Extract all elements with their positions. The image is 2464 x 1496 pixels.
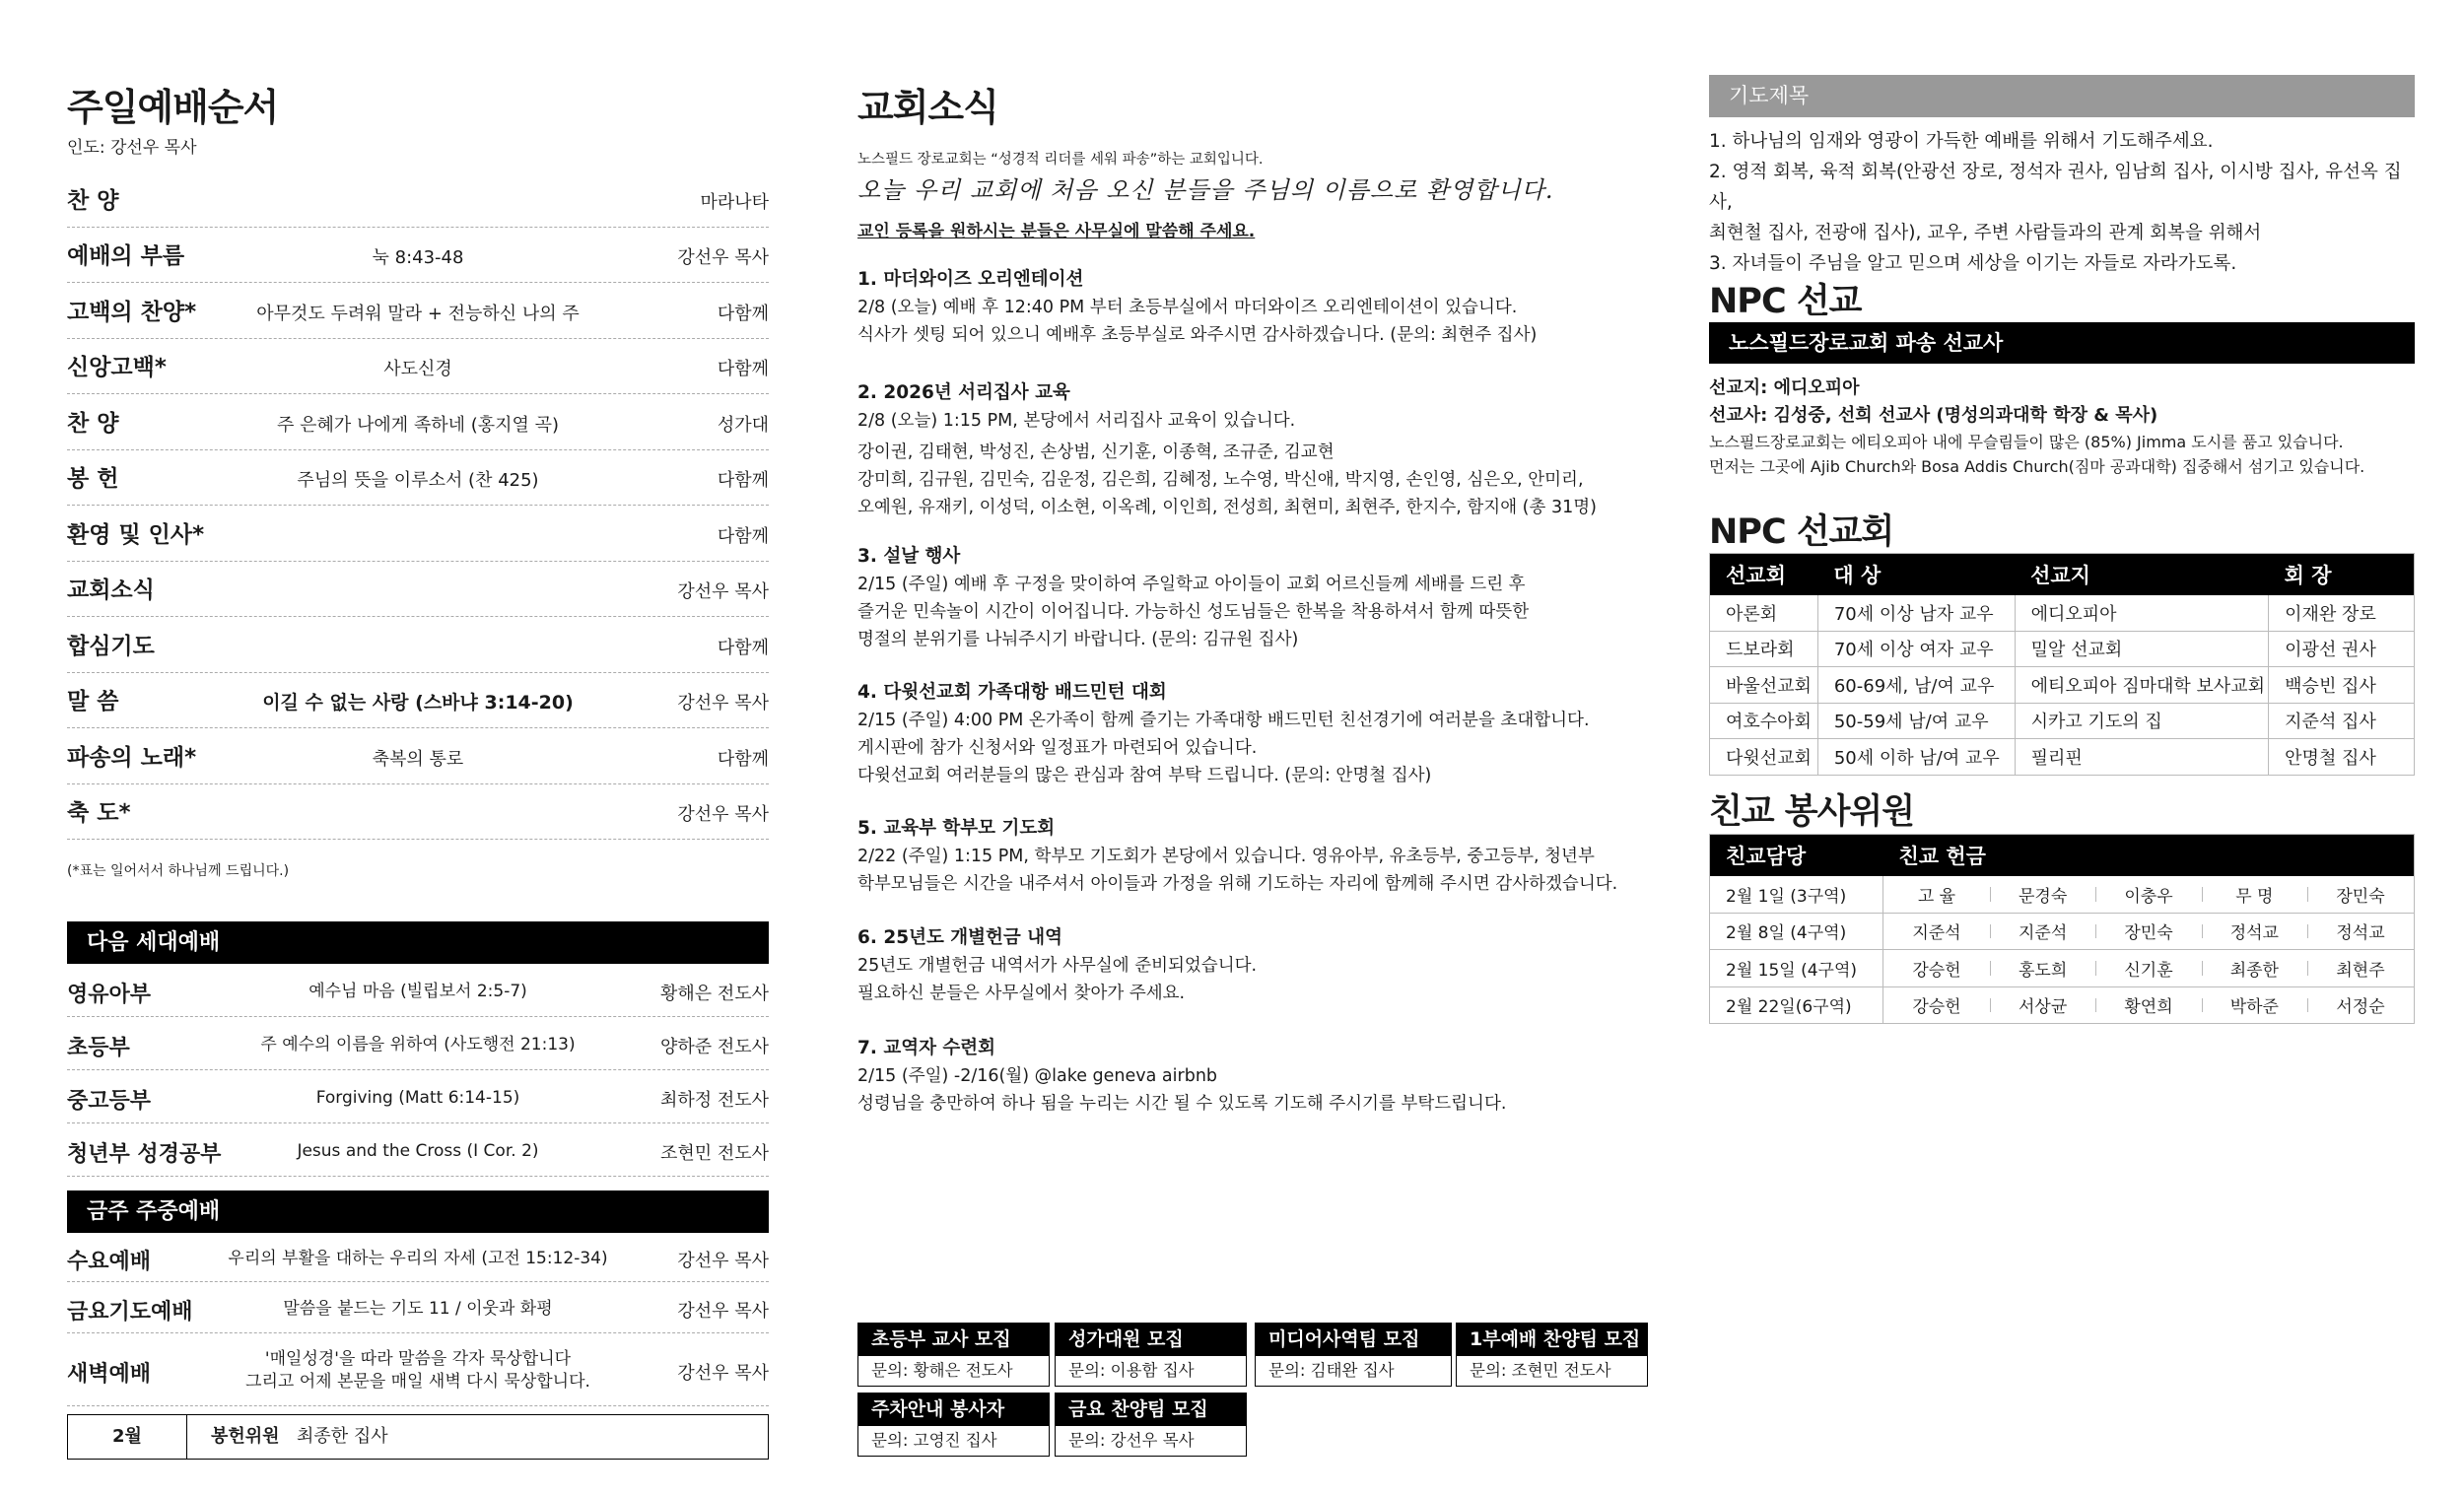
fellowship-member: 지준석 bbox=[1883, 913, 1990, 950]
standing-note: (*표는 일어서서 하나님께 드립니다.) bbox=[67, 863, 290, 879]
recruit-box bbox=[857, 1323, 1050, 1387]
mission-group-row bbox=[1710, 667, 2415, 704]
registration-note: 교인 등록을 원하시는 분들은 사무실에 말씀해 주세요. bbox=[857, 222, 1256, 241]
news-item-line: 강미희, 김규원, 김민숙, 김운정, 김은희, 김혜정, 노수영, 박신애, 박지영, 손인영, 심은오, 안미리, bbox=[857, 470, 1584, 490]
fellowship-row bbox=[1710, 986, 2415, 1024]
mission-group-cell: 이광선 권사 bbox=[2269, 631, 2415, 667]
worship-item-leader: 마라나타 bbox=[700, 191, 769, 213]
mission-group-row bbox=[1710, 703, 2415, 739]
worship-item-detail: 주님의 뜻을 이루소서 (찬 425) bbox=[297, 470, 539, 491]
news-item-title: 1. 마더와이즈 오리엔테이션 bbox=[857, 269, 1084, 290]
next_gen-row bbox=[67, 1017, 769, 1070]
offering-member: 최종한 집사 bbox=[297, 1426, 388, 1447]
church-intro: 노스필드 장로교회는 “성경적 리더를 세워 파송”하는 교회입니다. bbox=[857, 152, 1264, 168]
fellowship-date: 2월 22일(6구역) bbox=[1710, 986, 1883, 1024]
worship-item-name: 교회소식 bbox=[67, 578, 155, 603]
worship-item-detail: 주 은혜가 나에게 족하네 (홍지열 곡) bbox=[276, 414, 560, 436]
recruit-title: 1부예배 찬양팀 모집 bbox=[1457, 1324, 1647, 1356]
fellowship-row bbox=[1710, 913, 2415, 950]
fellowship-date: 2월 15일 (4구역) bbox=[1710, 950, 1883, 987]
news-item-line: 오예원, 유재키, 이성덕, 이소현, 이옥례, 이인희, 전성희, 최현미, 최현주, 한지수, 함지애 (총 31명) bbox=[857, 498, 1597, 517]
mission-desc: 먼저는 그곳에 Ajib Church와 Bosa Addis Church(짐마 공과대학) 집중해서 섬기고 있습니다. bbox=[1709, 457, 2365, 476]
recruit-title: 금요 찬양팀 모집 bbox=[1056, 1394, 1246, 1426]
missionary-names: 선교사: 김성중, 선희 선교사 (명성의과대학 학장 & 목사) bbox=[1709, 405, 2158, 426]
fellowship-member: 고 율 bbox=[1883, 876, 1990, 914]
worship-item-name: 말 씀 bbox=[67, 689, 119, 714]
fellowship-row bbox=[1710, 876, 2415, 914]
mission-group-cell: 밀알 선교회 bbox=[2015, 631, 2269, 667]
mission-group-cell: 필리핀 bbox=[2015, 739, 2269, 776]
welcome-message: 오늘 우리 교회에 처음 오신 분들을 주님의 이름으로 환영합니다. bbox=[857, 176, 1554, 204]
news-item bbox=[857, 379, 1676, 521]
recruit-title: 초등부 교사 모집 bbox=[858, 1324, 1049, 1356]
worship-order-list bbox=[67, 171, 769, 840]
worship-item-name: 환영 및 인사* bbox=[67, 521, 205, 548]
weekday-detail: 우리의 부활을 대하는 우리의 자세 (고전 15:12-34) bbox=[228, 1248, 608, 1268]
news-item bbox=[857, 679, 1676, 789]
fellowship-member: 강승헌 bbox=[1883, 950, 1990, 987]
worship-item-name: 축 도* bbox=[67, 800, 131, 826]
mission-group-cell: 60-69세, 남/여 교우 bbox=[1817, 667, 2015, 704]
prayer-item: 최현철 집사, 전광애 집사), 교우, 주변 사람들과의 관계 회복을 위해서 bbox=[1709, 223, 2262, 243]
mission-group-cell: 아론회 bbox=[1710, 595, 1818, 632]
worship-item-leader: 다함께 bbox=[717, 303, 769, 324]
offering-committee-box bbox=[67, 1414, 769, 1460]
fellowship-member: 홍도희 bbox=[1990, 950, 2095, 987]
worship-row bbox=[67, 617, 769, 673]
worship-row bbox=[67, 450, 769, 507]
worship-item-leader: 다함께 bbox=[717, 470, 769, 491]
fellowship-member: 문경숙 bbox=[1990, 876, 2095, 914]
worship-item-detail: 이길 수 없는 사랑 (스바냐 3:14-20) bbox=[262, 692, 574, 714]
fellowship-member: 서정순 bbox=[2307, 986, 2414, 1024]
mission-groups-header: 선교지 bbox=[2015, 554, 2269, 595]
fellowship-header: 친교담당 bbox=[1710, 835, 1883, 876]
recruit-contact: 문의: 강선우 목사 bbox=[1068, 1431, 1195, 1450]
news-item-line: 필요하신 분들은 사무실에서 찾아가 주세요. bbox=[857, 984, 1186, 1003]
news-item bbox=[857, 1035, 1676, 1118]
worship-item-name: 신앙고백* bbox=[67, 355, 167, 380]
news-item-line: 다윗선교회 여러분들의 많은 관심과 참여 부탁 드립니다. (문의: 안명철 집사) bbox=[857, 766, 1432, 785]
worship-row bbox=[67, 171, 769, 228]
mission-group-cell: 시카고 기도의 집 bbox=[2015, 703, 2269, 739]
fellowship-member: 지준석 bbox=[1990, 913, 2095, 950]
weekday-row bbox=[67, 1333, 769, 1406]
next_gen-detail: 주 예수의 이름을 위하여 (사도행전 21:13) bbox=[260, 1034, 576, 1054]
recruit-contact: 문의: 고영진 집사 bbox=[871, 1431, 997, 1450]
mission-groups-header: 회 장 bbox=[2269, 554, 2415, 595]
news-title: 교회소식 bbox=[857, 86, 998, 129]
weekday-leader: 강선우 목사 bbox=[677, 1251, 769, 1271]
worship-row bbox=[67, 728, 769, 784]
recruit-box bbox=[1456, 1323, 1648, 1387]
mission-group-cell: 50-59세 남/여 교우 bbox=[1817, 703, 2015, 739]
news-item-line: 2/15 (주일) 예배 후 구정을 맞이하여 주일학교 아이들이 교회 어르신들께 세배를 드린 후 bbox=[857, 575, 1526, 594]
mission-group-row bbox=[1710, 631, 2415, 667]
fellowship-row bbox=[1710, 950, 2415, 987]
recruit-contact: 문의: 김태완 집사 bbox=[1268, 1361, 1395, 1380]
mission-country: 선교지: 에디오피아 bbox=[1709, 377, 1860, 398]
news-item-title: 2. 2026년 서리집사 교육 bbox=[857, 382, 1070, 403]
mission-group-cell: 이재완 장로 bbox=[2269, 595, 2415, 632]
worship-item-leader: 강선우 목사 bbox=[677, 804, 769, 825]
fellowship-member: 장민숙 bbox=[2307, 876, 2414, 914]
news-item bbox=[857, 815, 1676, 898]
missionary-header: 노스필드장로교회 파송 선교사 bbox=[1709, 322, 2415, 364]
recruit-box bbox=[1055, 1323, 1247, 1387]
worship-row bbox=[67, 394, 769, 450]
prayer-item: 2. 영적 회복, 육적 회복(안광선 장로, 정석자 권사, 임남희 집사, 이시방 집사, 유선옥 집사, bbox=[1709, 162, 2402, 213]
fellowship-title: 친교 봉사위원 bbox=[1709, 792, 1915, 832]
prayer-item: 3. 자녀들이 주님을 알고 믿으며 세상을 이기는 자들로 자라가도록. bbox=[1709, 253, 2237, 274]
fellowship-member: 정석교 bbox=[2307, 913, 2414, 950]
fellowship-member: 정석교 bbox=[2202, 913, 2307, 950]
worship-row bbox=[67, 339, 769, 395]
news-item-line: 2/15 (주일) -2/16(월) @lake geneva airbnb bbox=[857, 1066, 1218, 1086]
weekday-header: 금주 주중예배 bbox=[67, 1190, 769, 1233]
news-item-line: 성령님을 충만하여 하나 됨을 누리는 시간 될 수 있도록 기도해 주시기를 부탁드립니다. bbox=[857, 1094, 1507, 1114]
recruit-box bbox=[857, 1393, 1050, 1457]
news-item-title: 4. 다윗선교회 가족대항 배드민턴 대회 bbox=[857, 682, 1167, 703]
recruit-title: 성가대원 모집 bbox=[1056, 1324, 1246, 1356]
offering-label: 봉헌위원 bbox=[211, 1426, 280, 1447]
mission-group-cell: 70세 이상 남자 교우 bbox=[1817, 595, 2015, 632]
next-gen-header: 다음 세대예배 bbox=[67, 921, 769, 964]
news-item-title: 6. 25년도 개별헌금 내역 bbox=[857, 927, 1062, 948]
recruit-contact: 문의: 조현민 전도사 bbox=[1470, 1361, 1611, 1380]
news-item-title: 3. 설날 행사 bbox=[857, 546, 961, 567]
fellowship-member: 최현주 bbox=[2307, 950, 2414, 987]
worship-item-leader: 성가대 bbox=[717, 414, 769, 436]
recruit-title: 미디어사역팀 모집 bbox=[1256, 1324, 1451, 1356]
mission-group-cell: 지준석 집사 bbox=[2269, 703, 2415, 739]
next_gen-name: 영유아부 bbox=[67, 983, 152, 1007]
worship-row bbox=[67, 283, 769, 339]
worship-row bbox=[67, 506, 769, 562]
mission-desc: 노스필드장로교회는 에티오피아 내에 무슬림들이 많은 (85%) Jimma 도시를 품고 있습니다. bbox=[1709, 433, 2344, 451]
prayer-header: 기도제목 bbox=[1709, 75, 2415, 117]
weekday-name: 금요기도예배 bbox=[67, 1300, 193, 1325]
mission-groups-header-row bbox=[1710, 554, 2415, 595]
news-item-line: 식사가 셋팅 되어 있으니 예배후 초등부실로 와주시면 감사하겠습니다. (문의: 최현주 집사) bbox=[857, 325, 1538, 345]
worship-row bbox=[67, 673, 769, 729]
mission-group-cell: 에디오피아 bbox=[2015, 595, 2269, 632]
weekday-leader: 강선우 목사 bbox=[677, 1301, 769, 1322]
worship-row bbox=[67, 562, 769, 618]
worship-item-leader: 다함께 bbox=[717, 637, 769, 658]
recruit-box bbox=[1055, 1393, 1247, 1457]
mission-groups-table bbox=[1709, 553, 2415, 776]
mission-group-cell: 백승빈 집사 bbox=[2269, 667, 2415, 704]
worship-item-name: 고백의 찬양* bbox=[67, 299, 197, 325]
fellowship-date: 2월 8일 (4구역) bbox=[1710, 913, 1883, 950]
worship-item-name: 예배의 부름 bbox=[67, 243, 185, 269]
news-item-line: 2/8 (오늘) 예배 후 12:40 PM 부터 초등부실에서 마더와이즈 오리엔테이션이 있습니다. bbox=[857, 298, 1518, 317]
mission-group-cell: 여호수아회 bbox=[1710, 703, 1818, 739]
mission-group-cell: 드보라회 bbox=[1710, 631, 1818, 667]
fellowship-member: 황연희 bbox=[2095, 986, 2201, 1024]
worship-item-leader: 다함께 bbox=[717, 525, 769, 547]
next_gen-leader: 최하정 전도사 bbox=[659, 1090, 769, 1111]
next_gen-detail: 예수님 마음 (빌립보서 2:5-7) bbox=[308, 981, 527, 1001]
news-item bbox=[857, 266, 1676, 349]
recruit-box bbox=[1255, 1323, 1452, 1387]
worship-leader: 인도: 강선우 목사 bbox=[67, 138, 197, 158]
mission-groups-header: 대 상 bbox=[1817, 554, 2015, 595]
weekday-name: 수요예배 bbox=[67, 1250, 152, 1274]
weekday-name: 새벽예배 bbox=[67, 1362, 152, 1387]
fellowship-header-row bbox=[1710, 835, 2415, 876]
fellowship-member: 무 명 bbox=[2202, 876, 2307, 914]
weekday-detail: 말씀을 붙드는 기도 11 / 이웃과 화평 bbox=[283, 1298, 553, 1319]
next-gen-list bbox=[67, 964, 769, 1177]
fellowship-date: 2월 1일 (3구역) bbox=[1710, 876, 1883, 914]
fellowship-table bbox=[1709, 834, 2415, 1024]
npc-mission-title: NPC 선교 bbox=[1709, 282, 1862, 321]
news-item-line: 학부모님들은 시간을 내주셔서 아이들과 가정을 위해 기도하는 자리에 함께해 주시면 감사하겠습니다. bbox=[857, 874, 1618, 894]
mission-group-cell: 에티오피아 짐마대학 보사교회 bbox=[2015, 667, 2269, 704]
next_gen-detail: Jesus and the Cross (I Cor. 2) bbox=[297, 1140, 539, 1161]
next_gen-row bbox=[67, 1123, 769, 1177]
worship-item-leader: 강선우 목사 bbox=[677, 581, 769, 602]
recruit-contact: 문의: 이용함 집사 bbox=[1068, 1361, 1195, 1380]
recruit-title: 주차안내 봉사자 bbox=[858, 1394, 1049, 1426]
worship-item-detail: 사도신경 bbox=[383, 359, 452, 379]
worship-item-leader: 다함께 bbox=[717, 748, 769, 770]
news-item-line: 25년도 개별헌금 내역서가 사무실에 준비되었습니다. bbox=[857, 956, 1258, 976]
news-item bbox=[857, 543, 1676, 653]
news-item-line: 강이권, 김태현, 박성진, 손상범, 신기훈, 이종혁, 조규준, 김교현 bbox=[857, 442, 1335, 462]
next_gen-leader: 양하준 전도사 bbox=[659, 1037, 769, 1057]
mission-group-cell: 70세 이상 여자 교우 bbox=[1817, 631, 2015, 667]
fellowship-member: 서상균 bbox=[1990, 986, 2095, 1024]
fellowship-member: 신기훈 bbox=[2095, 950, 2201, 987]
worship-item-name: 찬 양 bbox=[67, 187, 119, 214]
mission-group-row bbox=[1710, 595, 2415, 632]
next_gen-name: 중고등부 bbox=[67, 1089, 152, 1114]
next_gen-row bbox=[67, 964, 769, 1017]
fellowship-member: 이충우 bbox=[2095, 876, 2201, 914]
worship-row bbox=[67, 228, 769, 284]
worship-item-leader: 강선우 목사 bbox=[677, 247, 769, 268]
worship-item-detail: 축복의 통로 bbox=[372, 748, 464, 770]
next_gen-name: 청년부 성경공부 bbox=[67, 1142, 222, 1167]
weekday-row bbox=[67, 1282, 769, 1333]
worship-item-name: 찬 양 bbox=[67, 410, 119, 437]
next_gen-detail: Forgiving (Matt 6:14-15) bbox=[315, 1087, 520, 1108]
mission-group-cell: 안명철 집사 bbox=[2269, 739, 2415, 776]
worship-item-name: 봉 헌 bbox=[67, 466, 119, 492]
weekday-leader: 강선우 목사 bbox=[677, 1363, 769, 1384]
news-item bbox=[857, 924, 1676, 1007]
news-item-line: 즐거운 민속놀이 시간이 이어집니다. 가능하신 성도님들은 한복을 착용하셔서 함께 따뜻한 bbox=[857, 602, 1530, 622]
mission-group-row bbox=[1710, 739, 2415, 776]
next_gen-name: 초등부 bbox=[67, 1036, 130, 1060]
news-item-line: 2/15 (주일) 4:00 PM 온가족이 함께 즐기는 가족대항 배드민턴 친선경기에 여러분을 초대합니다. bbox=[857, 711, 1590, 730]
worship-title: 주일예배순서 bbox=[67, 86, 279, 129]
fellowship-header: 친교 헌금 bbox=[1883, 835, 2415, 876]
news-item-line: 명절의 분위기를 나눠주시기 바랍니다. (문의: 김규원 집사) bbox=[857, 630, 1299, 649]
worship-item-leader: 다함께 bbox=[717, 359, 769, 379]
news-item-line: 2/22 (주일) 1:15 PM, 학부모 기도회가 본당에서 있습니다. 영유아부, 유초등부, 중고등부, 청년부 bbox=[857, 847, 1595, 866]
fellowship-member: 박하준 bbox=[2202, 986, 2307, 1024]
prayer-list bbox=[1709, 126, 2415, 279]
month-label: 2월 bbox=[68, 1415, 187, 1459]
fellowship-member: 장민숙 bbox=[2095, 913, 2201, 950]
worship-item-name: 합심기도 bbox=[67, 633, 155, 659]
worship-item-leader: 강선우 목사 bbox=[677, 693, 769, 714]
recruit-contact: 문의: 황해은 전도사 bbox=[871, 1361, 1013, 1380]
worship-row bbox=[67, 784, 769, 841]
news-item-line: 2/8 (오늘) 1:15 PM, 본당에서 서리집사 교육이 있습니다. bbox=[857, 411, 1296, 431]
npc-groups-title: NPC 선교회 bbox=[1709, 512, 1894, 552]
weekday-row bbox=[67, 1233, 769, 1282]
news-item-title: 5. 교육부 학부모 기도회 bbox=[857, 818, 1056, 839]
fellowship-member: 강승헌 bbox=[1883, 986, 1990, 1024]
worship-item-detail: 아무것도 두려워 말라 + 전능하신 나의 주 bbox=[256, 303, 580, 324]
news-item-line: 게시판에 참가 신청서와 일정표가 마련되어 있습니다. bbox=[857, 738, 1258, 758]
mission-group-cell: 50세 이하 남/여 교우 bbox=[1817, 739, 2015, 776]
worship-item-detail: 눅 8:43-48 bbox=[372, 247, 464, 268]
mission-groups-header: 선교회 bbox=[1710, 554, 1818, 595]
missionary-info bbox=[1709, 374, 2415, 479]
mission-group-cell: 다윗선교회 bbox=[1710, 739, 1818, 776]
next_gen-leader: 황해은 전도사 bbox=[659, 984, 769, 1004]
weekday-list bbox=[67, 1233, 769, 1406]
next_gen-leader: 조현민 전도사 bbox=[659, 1143, 769, 1164]
weekday-detail: '매일성경'을 따라 말씀을 각자 묵상합니다 그리고 어제 본문을 매일 새벽 다시 묵상합니다. bbox=[245, 1349, 590, 1392]
worship-item-name: 파송의 노래* bbox=[67, 744, 197, 771]
prayer-item: 1. 하나님의 임재와 영광이 가득한 예배를 위해서 기도해주세요. bbox=[1709, 131, 2214, 152]
next_gen-row bbox=[67, 1070, 769, 1123]
mission-group-cell: 바울선교회 bbox=[1710, 667, 1818, 704]
news-item-title: 7. 교역자 수련회 bbox=[857, 1038, 996, 1058]
fellowship-member: 최종한 bbox=[2202, 950, 2307, 987]
